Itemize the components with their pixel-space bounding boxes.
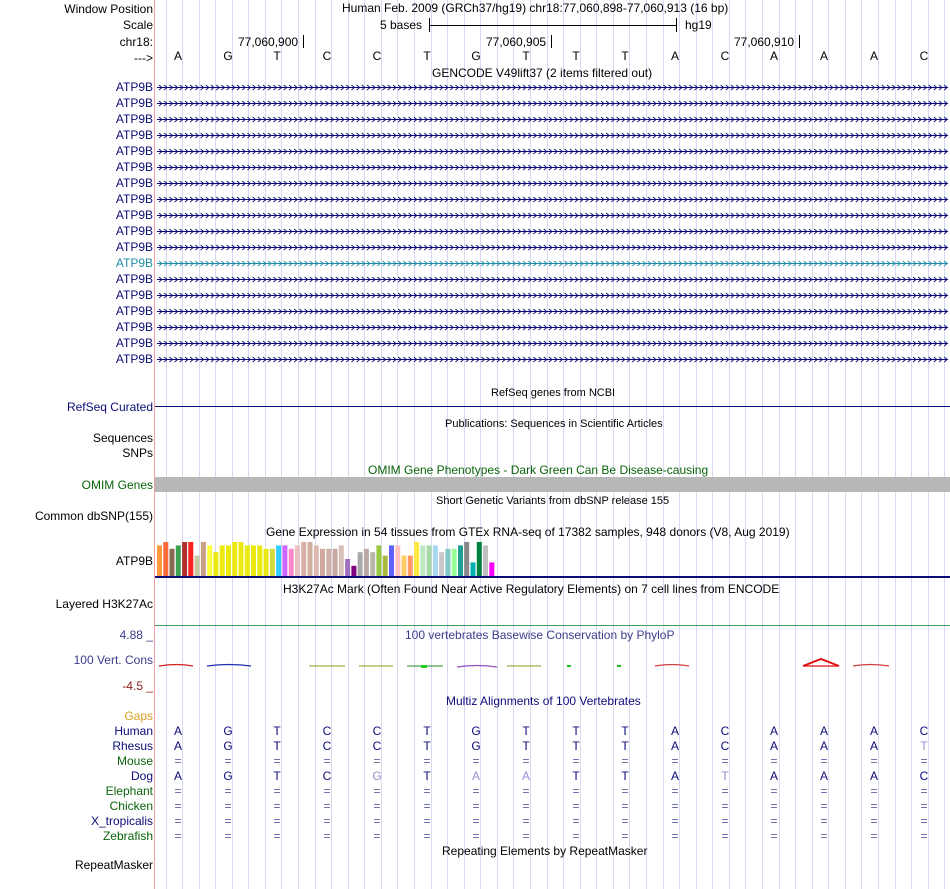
alignment-base: T — [721, 769, 729, 783]
gencode-item-label[interactable]: ATP9B — [115, 112, 153, 126]
reference-base: T — [423, 49, 431, 63]
refseq-title: RefSeq genes from NCBI — [491, 387, 616, 399]
alignment-base: C — [372, 739, 382, 753]
gencode-item-label[interactable]: ATP9B — [115, 96, 153, 110]
gencode-item-label[interactable]: ATP9B — [115, 144, 153, 158]
phylop-title: 100 vertebrates Basewise Conservation by PhyloP — [405, 628, 675, 642]
gencode-item-label[interactable]: ATP9B — [115, 176, 153, 190]
alignment-base: = — [920, 814, 928, 828]
dbsnp-label[interactable]: Common dbSNP(155) — [34, 509, 153, 523]
alignment-base: = — [870, 799, 878, 813]
alignment-base: = — [472, 754, 480, 768]
alignment-base: = — [572, 799, 580, 813]
alignment-base: = — [621, 784, 629, 798]
gencode-item-label[interactable]: ATP9B — [115, 320, 153, 334]
alignment-base: T — [423, 724, 431, 738]
alignment-base: = — [273, 799, 281, 813]
alignment-base: = — [522, 829, 530, 843]
alignment-base: C — [919, 769, 929, 783]
reference-base: A — [769, 49, 778, 63]
alignment-base: = — [373, 829, 381, 843]
gtex-baseline — [155, 576, 950, 578]
alignment-base: = — [174, 784, 182, 798]
reference-base: T — [273, 49, 281, 63]
phylop-min: -4.5 _ — [122, 679, 153, 693]
alignment-base: = — [870, 784, 878, 798]
alignment-base: T — [572, 724, 580, 738]
reference-base: C — [919, 49, 929, 63]
gtex-tissue-bar[interactable] — [489, 562, 494, 576]
gtex-tissue-bar[interactable] — [182, 542, 187, 576]
gencode-item-label[interactable]: ATP9B — [115, 288, 153, 302]
multiz-species-label[interactable]: Chicken — [109, 799, 153, 813]
gtex-tissue-bar[interactable] — [427, 545, 432, 576]
multiz-title: Multiz Alignments of 100 Vertebrates — [446, 694, 641, 708]
reference-base: A — [869, 49, 878, 63]
alignment-base: A — [670, 769, 679, 783]
ruler-tick-1: 77,060,900 — [238, 35, 299, 49]
gtex-tissue-bar[interactable] — [439, 552, 444, 576]
gencode-item-label[interactable]: ATP9B — [115, 256, 153, 270]
gtex-label[interactable]: ATP9B — [115, 554, 153, 568]
alignment-base: = — [224, 754, 232, 768]
alignment-base: T — [522, 739, 530, 753]
alignment-base: T — [572, 769, 580, 783]
phylop-max: 4.88 _ — [119, 628, 153, 642]
gencode-item-label[interactable]: ATP9B — [115, 272, 153, 286]
omim-title: OMIM Gene Phenotypes - Dark Green Can Be Disease-causing — [368, 463, 709, 477]
gtex-tissue-bar[interactable] — [195, 556, 200, 576]
alignment-base: = — [323, 799, 331, 813]
alignment-base: A — [769, 739, 778, 753]
gencode-item-label[interactable]: ATP9B — [115, 336, 153, 350]
scale-text: 5 bases — [380, 18, 423, 32]
alignment-base: = — [423, 799, 431, 813]
alignment-base: = — [522, 814, 530, 828]
alignment-base: = — [870, 754, 878, 768]
alignment-base: = — [224, 814, 232, 828]
gtex-tissue-bar[interactable] — [395, 545, 400, 576]
alignment-base: = — [820, 799, 828, 813]
gtex-tissue-bar[interactable] — [264, 549, 269, 576]
gencode-tracks[interactable] — [155, 80, 950, 384]
alignment-base: C — [322, 724, 332, 738]
gtex-tissue-bar[interactable] — [226, 545, 231, 576]
alignment-base: = — [224, 829, 232, 843]
gtex-tissue-bar[interactable] — [232, 542, 237, 576]
gtex-tissue-bar[interactable] — [157, 545, 162, 576]
gencode-item-label[interactable]: ATP9B — [115, 128, 153, 142]
alignment-base: = — [820, 784, 828, 798]
alignment-base: = — [522, 784, 530, 798]
alignment-base: C — [322, 739, 332, 753]
multiz-species-label[interactable]: Elephant — [105, 784, 153, 798]
publications-title: Publications: Sequences in Scientific Articles — [445, 418, 663, 430]
alignment-base: A — [769, 769, 778, 783]
gtex-tissue-bar[interactable] — [420, 545, 425, 576]
alignment-base: A — [819, 769, 828, 783]
alignment-base: T — [273, 724, 281, 738]
reference-base: T — [522, 49, 530, 63]
window-position-title: Human Feb. 2009 (GRCh37/hg19) chr18:77,060,898-77,060,913 (16 bp) — [342, 1, 729, 15]
alignment-base: T — [423, 739, 431, 753]
assembly-label: hg19 — [685, 18, 712, 32]
gtex-tissue-bar[interactable] — [408, 556, 413, 576]
alignment-base: A — [670, 724, 679, 738]
alignment-base: = — [572, 784, 580, 798]
alignment-base: = — [273, 754, 281, 768]
alignment-base: T — [621, 724, 629, 738]
alignment-base: = — [770, 829, 778, 843]
reference-base: A — [819, 49, 828, 63]
gtex-tissue-bar[interactable] — [308, 542, 313, 576]
alignment-base: C — [322, 769, 332, 783]
reference-base: C — [372, 49, 382, 63]
alignment-base: A — [670, 739, 679, 753]
h3k27ac-label[interactable]: Layered H3K27Ac — [55, 597, 153, 611]
refseq-label[interactable]: RefSeq Curated — [66, 400, 153, 414]
gtex-tissue-bar[interactable] — [333, 549, 338, 576]
alignment-base: = — [472, 829, 480, 843]
alignment-base: C — [919, 724, 929, 738]
gtex-tissue-bar[interactable] — [383, 556, 388, 576]
multiz-species-label[interactable]: Zebrafish — [102, 829, 153, 843]
alignment-base: = — [174, 799, 182, 813]
alignment-base: A — [869, 769, 878, 783]
alignment-base: = — [721, 754, 729, 768]
phylop-label[interactable]: 100 Vert. Cons — [73, 653, 153, 667]
ruler-tick-mark-3 — [799, 35, 800, 48]
alignment-base: G — [372, 769, 382, 783]
repeatmasker-label[interactable]: RepeatMasker — [74, 858, 153, 872]
gtex-tissue-bar[interactable] — [207, 545, 212, 576]
gtex-tissue-bar[interactable] — [170, 549, 175, 576]
alignment-base: = — [721, 814, 729, 828]
gtex-tissue-bar[interactable] — [477, 542, 482, 576]
gtex-tissue-bar[interactable] — [239, 542, 244, 576]
alignment-base: = — [273, 784, 281, 798]
gtex-tissue-bar[interactable] — [220, 545, 225, 576]
alignment-base: T — [621, 739, 629, 753]
alignment-base: G — [471, 724, 481, 738]
gtex-tissue-bar[interactable] — [376, 545, 381, 576]
reference-base: T — [572, 49, 580, 63]
alignment-base: = — [671, 784, 679, 798]
alignment-base: G — [471, 739, 481, 753]
gtex-tissue-bar[interactable] — [270, 549, 275, 576]
phylop-signal[interactable] — [155, 655, 950, 675]
reference-base: G — [471, 49, 481, 63]
gtex-tissue-bar[interactable] — [289, 549, 294, 576]
alignment-base: = — [472, 799, 480, 813]
alignment-base: = — [770, 784, 778, 798]
alignment-base: = — [671, 754, 679, 768]
alignment-base: A — [173, 769, 182, 783]
gtex-tissue-bar[interactable] — [301, 542, 306, 576]
alignment-base: G — [223, 724, 233, 738]
publications-label-snps[interactable]: SNPs — [122, 446, 153, 460]
reference-base: G — [223, 49, 233, 63]
gtex-tissue-bar[interactable] — [295, 545, 300, 576]
alignment-base: A — [173, 739, 182, 753]
alignment-base: = — [224, 799, 232, 813]
alignment-base: = — [920, 799, 928, 813]
alignment-base: = — [721, 799, 729, 813]
gtex-tissue-bar[interactable] — [345, 559, 350, 576]
alignment-base: T — [621, 769, 629, 783]
gencode-item-label[interactable]: ATP9B — [115, 160, 153, 174]
alignment-base: = — [174, 829, 182, 843]
h3k27ac-baseline — [155, 625, 950, 626]
alignment-base: = — [671, 829, 679, 843]
gtex-tissue-bar[interactable] — [163, 542, 168, 576]
alignment-base: G — [223, 769, 233, 783]
chrom-label: chr18: — [119, 35, 153, 49]
alignment-base: T — [572, 739, 580, 753]
gtex-tissue-bar[interactable] — [314, 545, 319, 576]
alignment-base: = — [920, 829, 928, 843]
reference-base: A — [670, 49, 679, 63]
repeatmasker-title: Repeating Elements by RepeatMasker — [442, 844, 648, 858]
alignment-base: = — [820, 829, 828, 843]
alignment-base: A — [819, 724, 828, 738]
ruler-tick-mark-2 — [551, 35, 552, 48]
alignment-base: = — [174, 754, 182, 768]
scale-bar — [429, 18, 677, 32]
alignment-base: A — [769, 724, 778, 738]
gtex-tissue-bar[interactable] — [389, 545, 394, 576]
gencode-item-label[interactable]: ATP9B — [115, 80, 153, 94]
alignment-base: = — [323, 754, 331, 768]
reference-base: A — [173, 49, 182, 63]
gtex-tissue-bar[interactable] — [402, 556, 407, 576]
reference-base: T — [621, 49, 629, 63]
alignment-base: C — [720, 739, 730, 753]
alignment-base: = — [721, 784, 729, 798]
alignment-base: = — [920, 784, 928, 798]
gtex-tissue-bar[interactable] — [326, 549, 331, 576]
gtex-tissue-bar[interactable] — [188, 542, 193, 576]
refseq-line — [155, 406, 950, 407]
gtex-tissue-bar[interactable] — [364, 549, 369, 576]
alignment-base: = — [373, 754, 381, 768]
alignment-base: = — [472, 814, 480, 828]
alignment-base: = — [920, 754, 928, 768]
gencode-item-label[interactable]: ATP9B — [115, 192, 153, 206]
alignment-base: = — [770, 799, 778, 813]
alignment-base: = — [671, 814, 679, 828]
alignment-base: = — [572, 814, 580, 828]
alignment-base: G — [223, 739, 233, 753]
dbsnp-title: Short Genetic Variants from dbSNP release 155 — [436, 495, 670, 507]
multiz-species-label[interactable]: Mouse — [116, 754, 153, 768]
gencode-item-label[interactable]: ATP9B — [115, 240, 153, 254]
gtex-tissue-bar[interactable] — [176, 545, 181, 576]
alignment-base: = — [820, 754, 828, 768]
gtex-tissue-bar[interactable] — [276, 545, 281, 576]
gtex-tissue-bar[interactable] — [251, 545, 256, 576]
alignment-base: = — [323, 784, 331, 798]
alignment-base: = — [174, 814, 182, 828]
alignment-base: C — [372, 724, 382, 738]
ruler-tick-3: 77,060,910 — [734, 35, 795, 49]
alignment-base: = — [572, 754, 580, 768]
h3k27ac-title: H3K27Ac Mark (Often Found Near Active Regulatory Elements) on 7 cell lines from ENCODE — [283, 582, 780, 596]
alignment-base: T — [423, 769, 431, 783]
alignment-base: = — [224, 784, 232, 798]
alignment-base: = — [522, 754, 530, 768]
alignment-base: = — [770, 814, 778, 828]
alignment-base: = — [472, 784, 480, 798]
ruler-tick-2: 77,060,905 — [486, 35, 547, 49]
gencode-item-label[interactable]: ATP9B — [115, 208, 153, 222]
gtex-tissue-bar[interactable] — [458, 545, 463, 576]
alignment-base: = — [373, 784, 381, 798]
gtex-tissue-bar[interactable] — [471, 562, 476, 576]
alignment-base: T — [273, 769, 281, 783]
omim-bar[interactable] — [155, 477, 950, 492]
gtex-tissue-bar[interactable] — [282, 545, 287, 576]
gencode-title: GENCODE V49lift37 (2 items filtered out) — [432, 66, 653, 80]
ruler-tick-mark-1 — [303, 35, 304, 48]
gtex-tissue-bar[interactable] — [445, 549, 450, 576]
alignment-base: = — [671, 799, 679, 813]
scale-label: Scale — [122, 18, 153, 32]
gtex-title: Gene Expression in 54 tissues from GTEx RNA-seq of 17382 samples, 948 donors (V8, Aug 2019) — [266, 525, 790, 539]
alignment-base: = — [323, 814, 331, 828]
gtex-tissue-bar[interactable] — [433, 545, 438, 576]
alignment-base: = — [522, 799, 530, 813]
multiz-species-label[interactable]: Rhesus — [112, 739, 153, 753]
alignment-base: = — [621, 829, 629, 843]
gtex-tissue-bar[interactable] — [358, 552, 363, 576]
alignment-base: = — [621, 799, 629, 813]
gtex-tissue-bar[interactable] — [452, 549, 457, 576]
alignment-base: = — [423, 784, 431, 798]
alignment-base: = — [621, 754, 629, 768]
alignment-base: = — [721, 829, 729, 843]
gtex-tissue-bar[interactable] — [414, 542, 419, 576]
omim-label[interactable]: OMIM Genes — [81, 478, 153, 492]
reference-base: C — [322, 49, 332, 63]
gtex-tissue-bar[interactable] — [245, 545, 250, 576]
reference-base: C — [720, 49, 730, 63]
alignment-base: = — [273, 814, 281, 828]
gtex-bars[interactable] — [155, 540, 950, 580]
window-position-label: Window Position — [64, 2, 153, 16]
multiz-species-label[interactable]: X_tropicalis — [90, 814, 153, 828]
multiz-species-label[interactable]: Dog — [130, 769, 153, 783]
gtex-tissue-bar[interactable] — [351, 566, 356, 576]
alignment-base: A — [521, 769, 530, 783]
alignment-base: T — [920, 739, 928, 753]
alignment-base: = — [423, 754, 431, 768]
alignment-base: = — [572, 829, 580, 843]
alignment-base: A — [869, 739, 878, 753]
gencode-item-label[interactable]: ATP9B — [115, 304, 153, 318]
alignment-base: = — [423, 814, 431, 828]
gtex-tissue-bar[interactable] — [464, 542, 469, 576]
gencode-item-label[interactable]: ATP9B — [115, 352, 153, 366]
gtex-tissue-bar[interactable] — [213, 552, 218, 576]
alignment-base: = — [273, 829, 281, 843]
strand-label: ---> — [134, 51, 153, 65]
gencode-item-label[interactable]: ATP9B — [115, 224, 153, 238]
alignment-base: A — [869, 724, 878, 738]
gtex-tissue-bar[interactable] — [320, 549, 325, 576]
alignment-base: C — [720, 724, 730, 738]
alignment-base: T — [522, 724, 530, 738]
alignment-base: = — [870, 829, 878, 843]
gtex-tissue-bar[interactable] — [370, 552, 375, 576]
alignment-base: A — [173, 724, 182, 738]
gaps-label[interactable]: Gaps — [124, 709, 153, 723]
alignment-base: = — [373, 799, 381, 813]
multiz-species-label[interactable]: Human — [114, 724, 153, 738]
gtex-tissue-bar[interactable] — [483, 545, 488, 576]
gtex-tissue-bar[interactable] — [339, 545, 344, 576]
alignment-base: A — [819, 739, 828, 753]
gtex-tissue-bar[interactable] — [201, 542, 206, 576]
alignment-base: = — [323, 829, 331, 843]
alignment-base: T — [273, 739, 281, 753]
alignment-base: = — [770, 754, 778, 768]
alignment-base: = — [373, 814, 381, 828]
alignment-base: = — [870, 814, 878, 828]
publications-label-sequences[interactable]: Sequences — [92, 431, 153, 445]
alignment-base: = — [621, 814, 629, 828]
alignment-base: = — [423, 829, 431, 843]
alignment-base: = — [820, 814, 828, 828]
gtex-tissue-bar[interactable] — [257, 545, 262, 576]
alignment-base: A — [471, 769, 480, 783]
